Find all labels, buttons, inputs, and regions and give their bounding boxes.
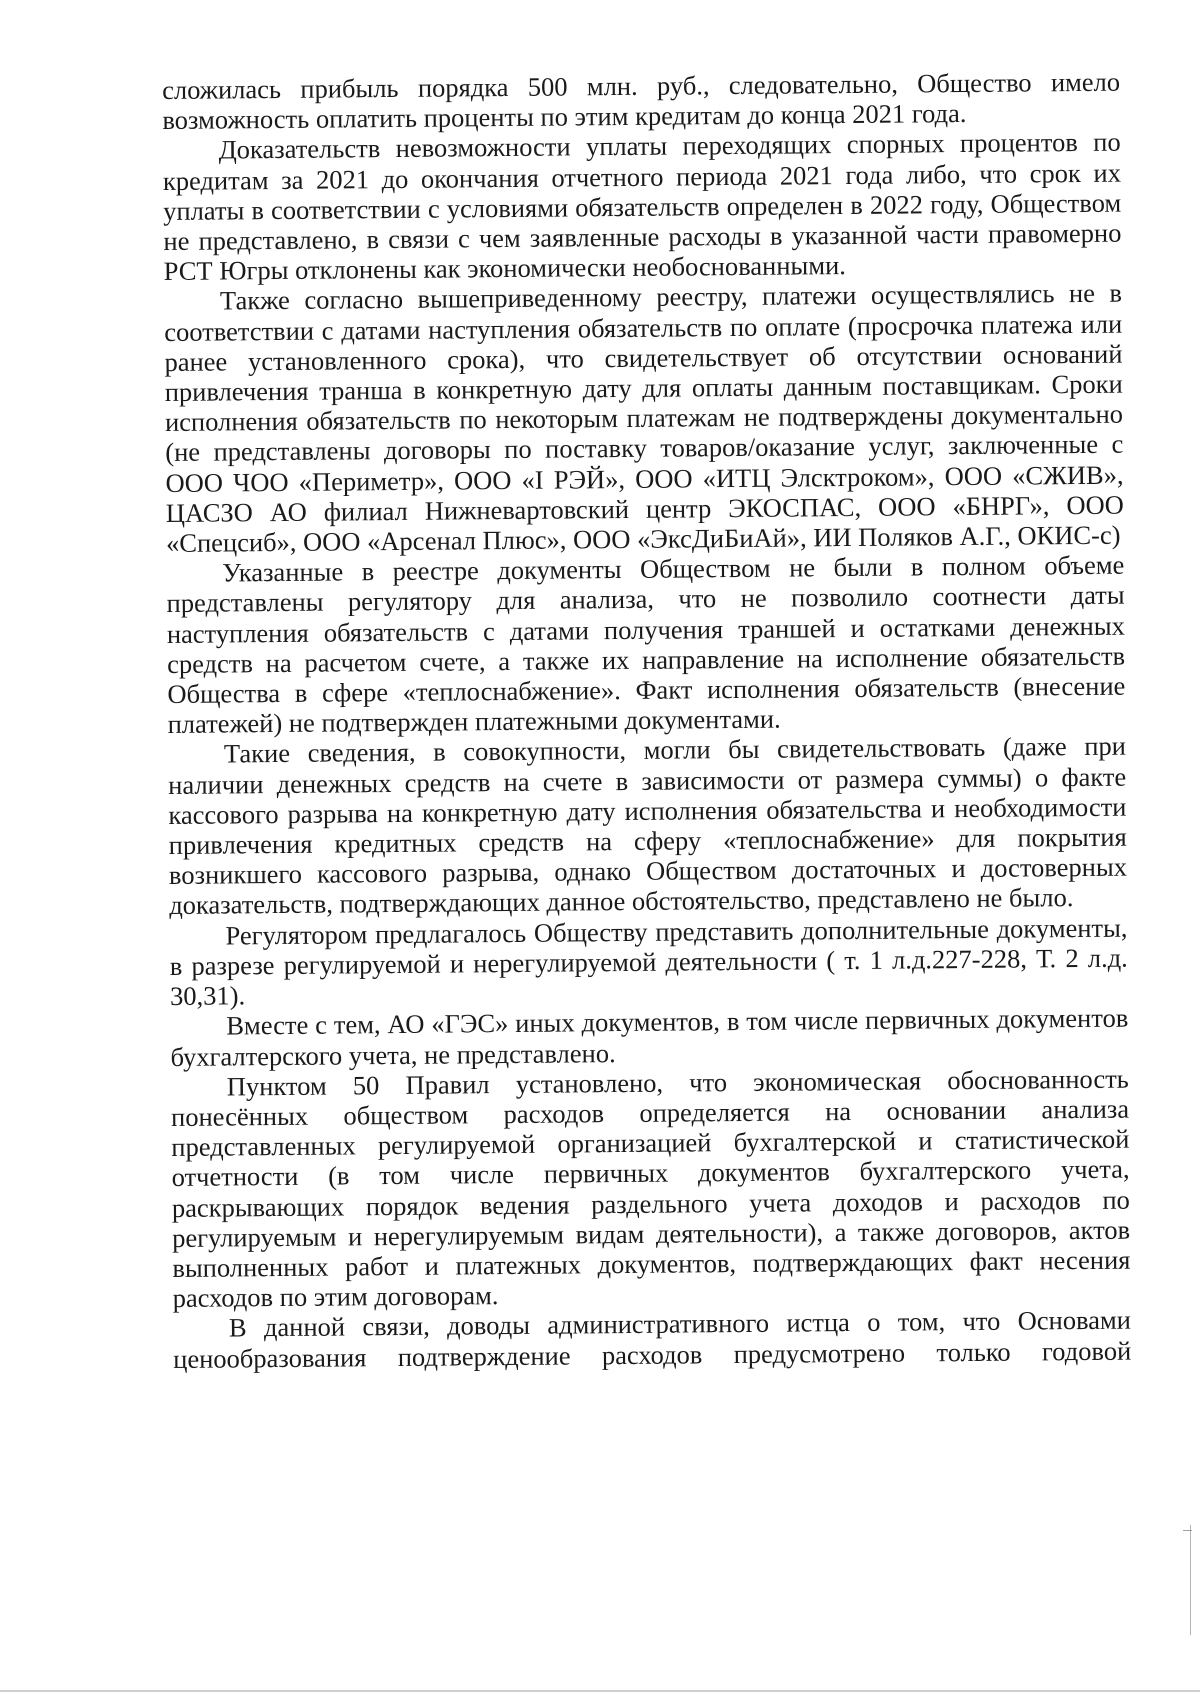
paragraph-no-evidence-interest: Доказательств невозможности уплаты переходящих спорных процентов по кредитам за 2021 до окончания отчетного периода 2021 года либо, что срок их уплаты в соответствии с условиями обязательств определен в 2022 году, Обществом не представлено, в связи с чем заявленные расходы в указанной части правомерно РСТ Югры отклонены как экономически необоснованными. xyxy=(162,127,1122,287)
document-body xyxy=(162,67,1131,1374)
scan-edge-line xyxy=(1190,1525,1191,1635)
paragraph-registry-documents: Указанные в реестре документы Обществом не были в полном объеме представлены регулятору для анализа, что не позволило соотнести даты наступления обязательств с датами получения траншей и остатками денежных средств на расчетом счете, а также их направление на исполнение обязательств Общества в сфере «теплоснабжение». Факт исполнения обязательств (внесение платежей) не подтвержден платежными документами. xyxy=(166,549,1126,740)
paragraph-cash-gap: Такие сведения, в совокупности, могли бы свидетельствовать (даже при наличии денежных средств на счете в зависимости от размера суммы) о факте кассового разрыва на конкретную дату исполнения обязательства и необходимости привлечения кредитных средств на сферу «теплоснабжение» для покрытия возникшего кассового разрыва, однако Обществом достаточных и достоверных доказательств, подтверждающих данное обстоятельство, представлено не было. xyxy=(168,731,1128,921)
scan-bottom-edge xyxy=(0,1690,1200,1692)
paragraph-profit-continuation: сложилась прибыль порядка 500 млн. руб., следовательно, Общество имело возможность оплатить проценты по этим кредитам до конца 2021 года. xyxy=(162,66,1121,136)
paragraph-payment-registry: Также согласно вышеприведенному реестру, платежи осуществлялись не в соответствии с датами наступления обязательств по оплате (просрочка платежа или ранее установленного срока), что свидетельствует об отсутствии оснований привлечения транша в конкретную дату для оплаты данным поставщикам. Сроки исполнения обязательств по некоторым платежам не подтверждены документально (не представлены договоры по поставку товаров/оказание услуг, заключенные с ООО ЧОО «Периметр», ООО «I РЭЙ», ООО «ИТЦ Элсктроком», ООО «СЖИВ», ЦАСЗО АО филиал Нижневартовский центр ЭКОСПАС, ООО «БНРГ», ООО «Спецсиб», ООО «Арсенал Плюс», ООО «ЭксДиБиАй», ИИ Поляков А.Г., ОКИС-с) xyxy=(164,278,1124,559)
scan-edge-tick xyxy=(1183,1530,1192,1531)
paragraph-ges-documents: Вместе с тем, АО «ГЭС» иных документов, в том числе первичных документов бухгалтерского учета, не представлено. xyxy=(170,1002,1129,1072)
paragraph-regulator-request: Регулятором предлагалось Обществу представить дополнительные документы, в разрезе регулируемой и нерегулируемой деятельности ( т. 1 л.д.227-228, Т. 2 л.д. 30,31). xyxy=(169,912,1128,1012)
paragraph-rule-50: Пунктом 50 Правил установлено, что экономическая обоснованность понесённых обществом расходов определяется на основании анализа представленных регулируемой организацией бухгалтерской и статистической отчетности (в том числе первичных документов бухгалтерского учета, раскрывающих порядок ведения раздельного учета доходов и расходов по регулируемым и нерегулируемым видам деятельности), а также договоров, актов выполненных работ и платежных документов, подтверждающих факт несения расходов по этим договорам. xyxy=(170,1063,1131,1314)
paragraph-plaintiff-arguments: В данной связи, доводы административного истца о том, что Основами ценообразования подтверждение расходов предусмотрено только годовой xyxy=(173,1304,1132,1374)
